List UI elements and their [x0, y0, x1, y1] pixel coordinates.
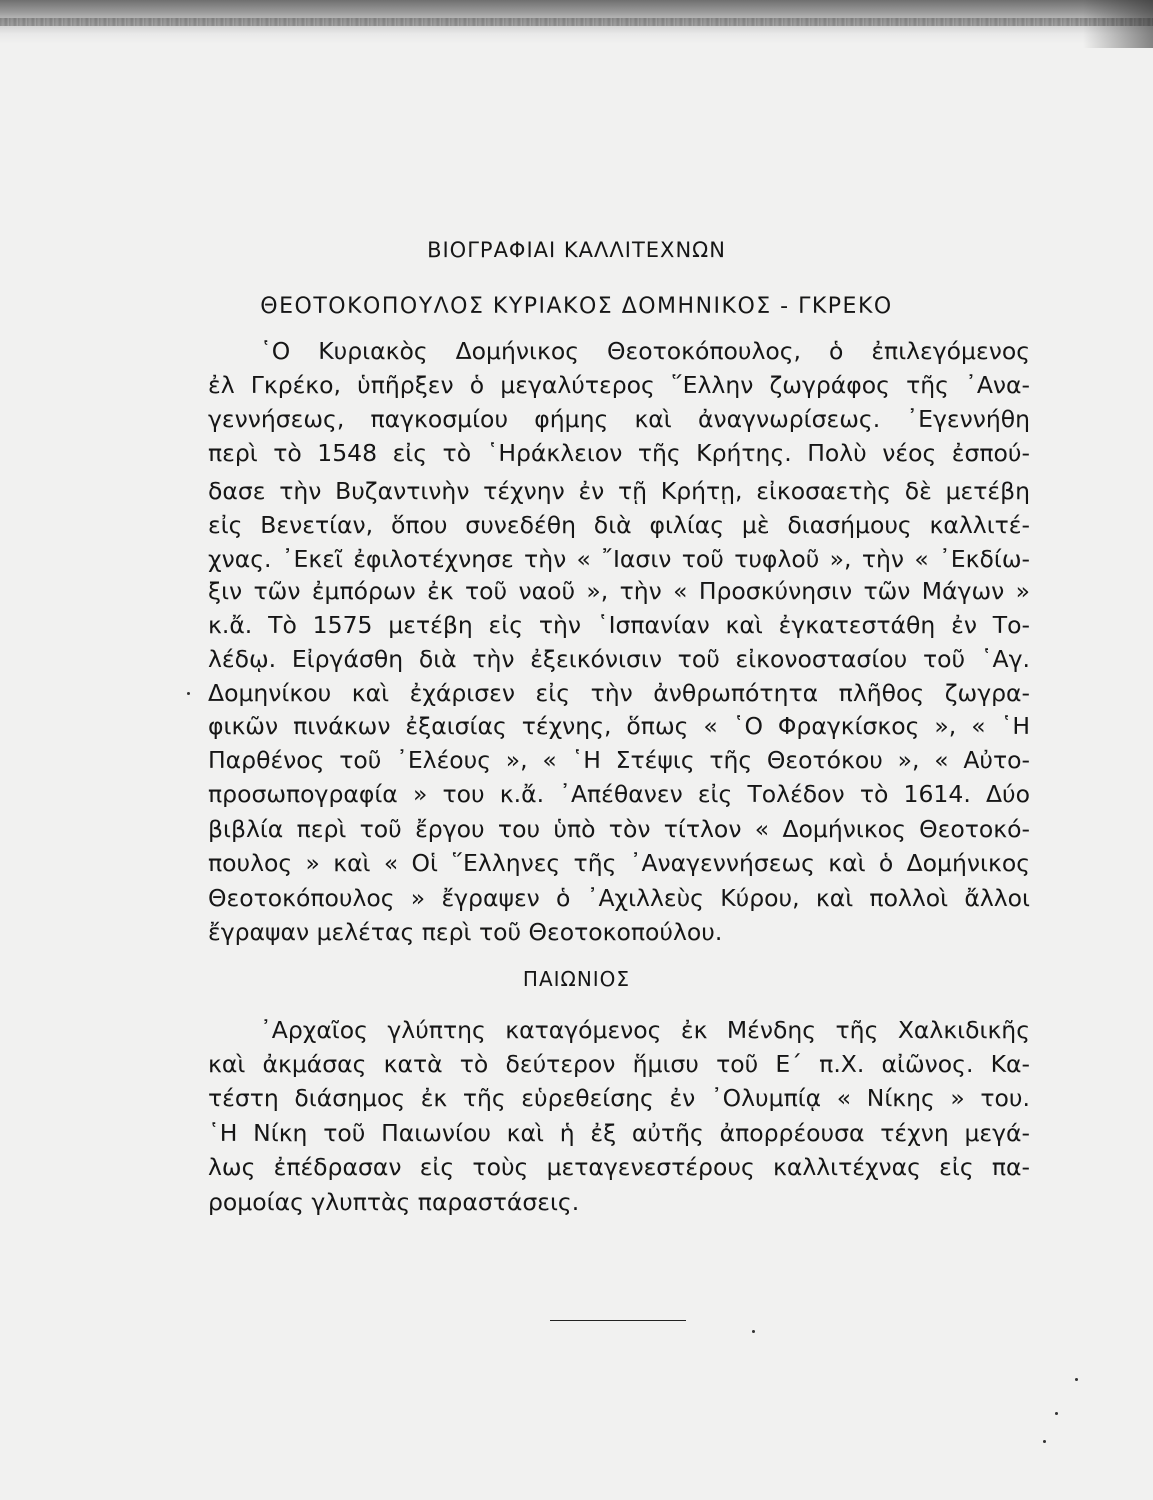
right-scan-shadow	[1083, 0, 1153, 48]
section-heading-paionios: ΠΑΙΩΝΙΟΣ	[522, 967, 631, 991]
body-line: ἔγραψαν μελέτας περὶ τοῦ Θεοτοκοπούλου.	[208, 918, 723, 946]
body-line: δασε τὴν Βυζαντινὴν τέχνην ἐν τῇ Κρήτῃ, εἰκοσαετὴς δὲ μετέβη	[208, 477, 1030, 505]
body-line: ῾Ο Κυριακὸς Δομήνικος Θεοτοκόπουλος, ὁ ἐπιλεγόμενος	[260, 337, 1030, 365]
body-line: περὶ τὸ 1548 εἰς τὸ ῾Ηράκλειον τῆς Κρήτης. Πολὺ νέος ἐσπού-	[208, 439, 1030, 467]
body-line: Δομηνίκου καὶ ἐχάρισεν εἰς τὴν ἀνθρωπότητα πλῆθος ζωγρα-	[208, 679, 1030, 707]
body-line: καὶ ἀκμάσας κατὰ τὸ δεύτερον ἥμισυ τοῦ Ε´ π.Χ. αἰῶνος. Κα-	[208, 1050, 1030, 1078]
body-line: Παρθένος τοῦ ᾿Ελέους », « ῾Η Στέψις τῆς Θεοτόκου », « Αὐτο-	[208, 746, 1030, 774]
scan-speck	[1055, 1412, 1058, 1415]
section-heading-theotokopoulos: ΘΕΟΤΟΚΟΠΟΥΛΟΣ ΚΥΡΙΑΚΟΣ ΔΟΜΗΝΙΚΟΣ - ΓΚΡΕΚΟ	[260, 294, 893, 319]
body-line: ρομοίας γλυπτὰς παραστάσεις.	[208, 1188, 580, 1216]
body-line: ῾Η Νίκη τοῦ Παιωνίου καὶ ἡ ἐξ αὐτῆς ἀπορρέουσα τέχνη μεγά-	[208, 1119, 1030, 1147]
body-line: λέδῳ. Εἰργάσθη διὰ τὴν ἐξεικόνισιν τοῦ εἰκονοστασίου τοῦ ῾Αγ.	[208, 645, 1030, 673]
body-line: βιβλία περὶ τοῦ ἔργου του ὑπὸ τὸν τίτλον « Δομήνικος Θεοτοκό-	[208, 815, 1030, 843]
body-line: κ.ἄ. Τὸ 1575 μετέβη εἰς τὴν ῾Ισπανίαν καὶ ἐγκατεστάθη ἐν Το-	[208, 611, 1030, 639]
scan-speck	[1075, 1378, 1078, 1381]
body-line: φικῶν πινάκων ἐξαισίας τέχνης, ὅπως « ῾Ο Φραγκίσκος », « ῾Η	[208, 712, 1030, 740]
body-line: χνας. ᾿Εκεῖ ἐφιλοτέχνησε τὴν « ῎Ιασιν τοῦ τυφλοῦ », τὴν « ᾿Εκδίω-	[208, 545, 1030, 573]
body-line: εἰς Βενετίαν, ὅπου συνεδέθη διὰ φιλίας μὲ διασήμους καλλιτέ-	[208, 511, 1030, 539]
body-line: ἐλ Γκρέκο, ὑπῆρξεν ὁ μεγαλύτερος ῞Ελλην ζωγράφος τῆς ᾿Ανα-	[208, 371, 1030, 399]
body-line: ξιν τῶν ἐμπόρων ἐκ τοῦ ναοῦ », τὴν « Προσκύνησιν τῶν Μάγων »	[208, 577, 1030, 605]
top-scan-band	[0, 18, 1153, 26]
body-line: γεννήσεως, παγκοσμίου φήμης καὶ ἀναγνωρίσεως. ᾿Εγεννήθη	[208, 405, 1030, 433]
body-line: ᾿Αρχαῖος γλύπτης καταγόμενος ἐκ Μένδης τῆς Χαλκιδικῆς	[260, 1016, 1030, 1044]
body-line: λως ἐπέδρασαν εἰς τοὺς μεταγενεστέρους καλλιτέχνας εἰς πα-	[208, 1153, 1030, 1181]
body-line: προσωπογραφία » του κ.ἄ. ᾿Απέθανεν εἰς Τολέδον τὸ 1614. Δύο	[208, 780, 1030, 808]
body-line: τέστη διάσημος ἐκ τῆς εὑρεθείσης ἐν ᾿Ολυμπίᾳ « Νίκης » του.	[208, 1084, 1030, 1112]
page-title: ΒΙΟΓΡΑΦΙΑΙ ΚΑΛΛΙΤΕΧΝΩΝ	[427, 238, 726, 262]
end-rule	[550, 1320, 686, 1321]
body-line: πουλος » καὶ « Οἱ ῞Ελληνες τῆς ᾿Αναγεννήσεως καὶ ὁ Δομήνικος	[208, 849, 1030, 877]
body-line: Θεοτοκόπουλος » ἔγραψεν ὁ ᾿Αχιλλεὺς Κύρου, καὶ πολλοὶ ἄλλοι	[208, 884, 1030, 912]
scan-speck	[1043, 1440, 1046, 1443]
scan-speck	[187, 692, 190, 695]
scan-speck	[752, 1330, 755, 1333]
